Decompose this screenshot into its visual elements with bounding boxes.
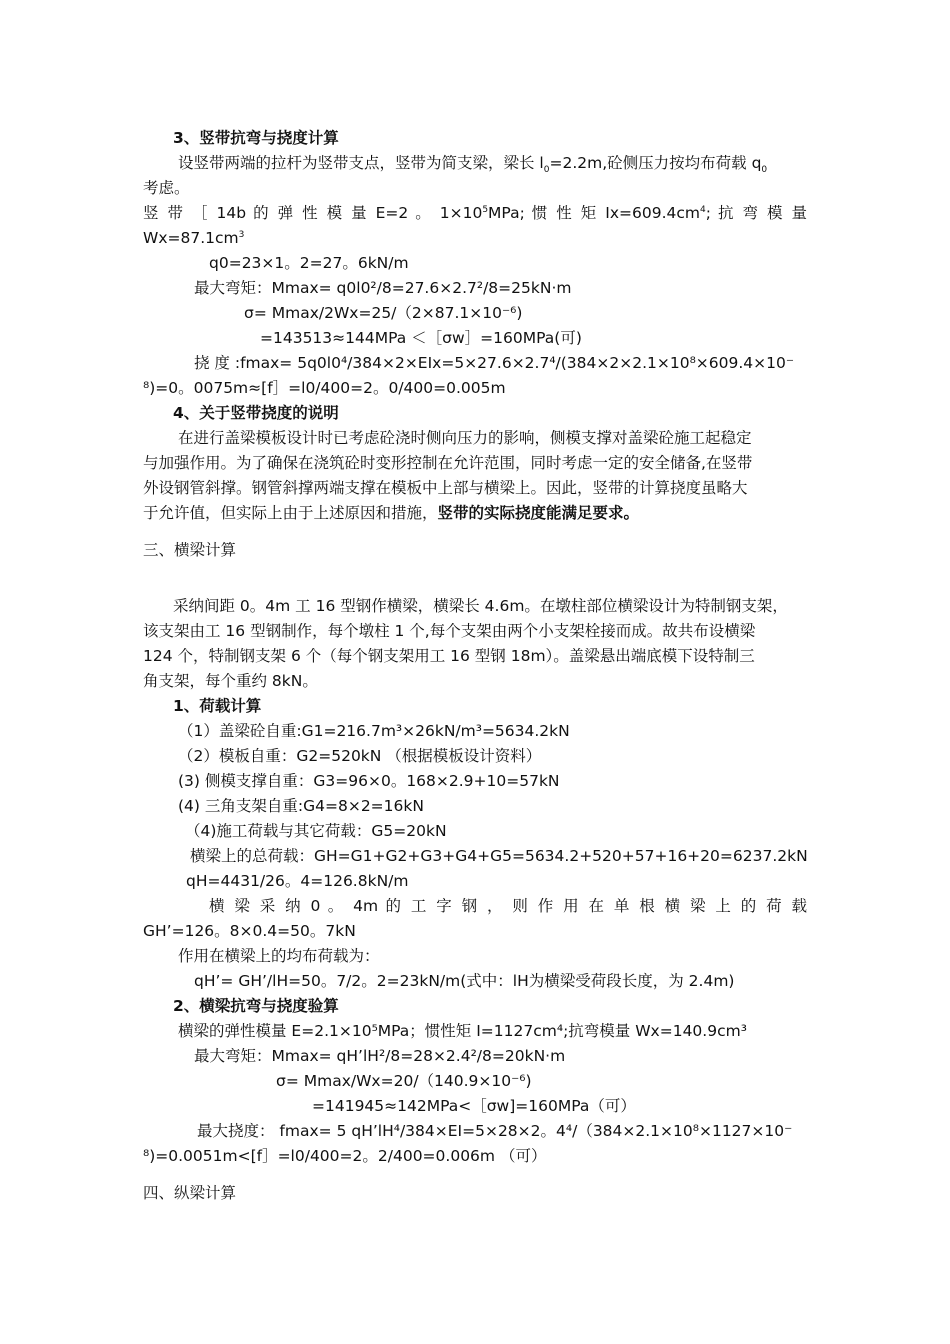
formula-line: GH’=126。8×0.4=50。7kN: [143, 922, 356, 940]
formula-line: qH=4431/26。4=126.8kN/m: [186, 872, 409, 890]
load-item: （1）盖梁砼自重:G1=216.7m³×26kN/m³=5634.2kN: [178, 722, 570, 740]
section-heading-deflection-note: 4、关于竖带挠度的说明: [173, 404, 339, 422]
paragraph-line: 角支架，每个重约 8kN。: [143, 672, 318, 690]
paragraph-line: 采纳间距 0。4m 工 16 型钢作横梁，横梁长 4.6m。在墩柱部位横梁设计为特制钢支架，: [173, 597, 788, 615]
paragraph-line: 外设钢管斜撑。钢管斜撑两端支撑在模板中上部与横梁上。因此，竖带的计算挠度虽略大: [143, 479, 748, 497]
formula-line: 最大弯矩：Mmax= q0l0²/8=27.6×2.7²/8=25kN·m: [194, 279, 572, 297]
formula-line: ⁸)=0.0051m<[f］=l0/400=2。2/400=0.006m （可）: [143, 1147, 547, 1165]
formula-line: =143513≈144MPa ＜［σw］=160MPa(可): [260, 329, 582, 347]
paragraph-line: 作用在横梁上的均布荷载为：: [178, 947, 380, 965]
formula-line: 横梁上的总荷载：GH=G1+G2+G3+G4+G5=5634.2+520+57+16+20=6237.2kN: [190, 847, 808, 865]
chapter-title-longitudinal-beam: 四、纵梁计算: [143, 1184, 237, 1202]
paragraph-line: 横梁的弹性模量 E=2.1×10⁵MPa；惯性矩 I=1127cm⁴;抗弯模量 Wx=140.9cm³: [178, 1022, 747, 1040]
formula-line: qH’= GH’/lH=50。7/2。2=23kN/m(式中：lH为横梁受荷段长度，为 2.4m): [194, 972, 735, 990]
formula-line: 最大弯矩：Mmax= qH’lH²/8=28×2.4²/8=20kN·m: [194, 1047, 566, 1065]
paragraph-line: $Wx=87.1cm^3$: [143, 229, 245, 247]
formula-line: q0=23×1。2=27。6kN/m: [209, 254, 409, 272]
paragraph-line: 设竖带两端的拉杆为竖带支点，竖带为简支梁，梁长 $l_0=2.2m$,砼侧压力按均布荷载 $q_0$: [178, 154, 768, 176]
formula-line: =141945≈142MPa<［σw]=160MPa（可）: [312, 1097, 636, 1115]
section-heading-bending: 2、横梁抗弯与挠度验算: [173, 997, 339, 1015]
paragraph-line: 横 梁 采 纳 0 。 4m 的 工 字 钢 ， 则 作 用 在 单 根 横 梁 上 的 荷 载: [209, 897, 807, 915]
paragraph-line: 考虑。: [143, 179, 190, 197]
section-heading-load: 1、荷载计算: [173, 697, 262, 715]
paragraph-line: 于允许值，但实际上由于上述原因和措施，竖带的实际挠度能满足要求。: [143, 504, 640, 522]
paragraph-line: 在进行盖梁模板设计时已考虑砼浇时侧向压力的影响，侧模支撑对盖梁砼施工起稳定: [178, 429, 752, 447]
load-item: （4)施工荷载与其它荷载：G5=20kN: [185, 822, 447, 840]
formula-line: σ= Mmax/2Wx=25/（2×87.1×10⁻⁶): [244, 304, 523, 322]
formula-line: 挠 度 :fmax= 5q0l0⁴/384×2×EIx=5×27.6×2.7⁴/(384×2×2.1×10⁸×609.4×10⁻: [194, 354, 795, 372]
formula-line: ⁸)=0。0075m≈[f］=l0/400=2。0/400=0.005m: [143, 379, 506, 397]
paragraph-line: 124 个，特制钢支架 6 个（每个钢支架用工 16 型钢 18m）。盖梁悬出端底模下设特制三: [143, 647, 755, 665]
paragraph-line: 竖 带 ［ 14b 的 弹 性 模 量 E=2 。 $1\times 10^5MPa$; 惯 性 矩 $Ix=609.4cm^4$; 抗 弯 模 量: [143, 204, 807, 222]
chapter-title-crossbeam: 三、横梁计算: [143, 541, 237, 559]
load-item: (3) 侧模支撑自重：G3=96×0。168×2.9+10=57kN: [178, 772, 560, 790]
load-item: （2）模板自重：G2=520kN （根据模板设计资料）: [178, 747, 542, 765]
paragraph-line: 该支架由工 16 型钢制作，每个墩柱 1 个,每个支架由两个小支架栓接而成。故共布设横梁: [143, 622, 756, 640]
load-item: (4) 三角支架自重:G4=8×2=16kN: [178, 797, 424, 815]
section-heading-vertical-strip: 3、竖带抗弯与挠度计算: [173, 129, 339, 147]
paragraph-line: 与加强作用。为了确保在浇筑砼时变形控制在允许范围，同时考虑一定的安全储备,在竖带: [143, 454, 753, 472]
formula-line: 最大挠度： fmax= 5 qH’lH⁴/384×EI=5×28×2。4⁴/（384×2.1×10⁸×1127×10⁻: [197, 1122, 793, 1140]
formula-line: σ= Mmax/Wx=20/（140.9×10⁻⁶): [276, 1072, 532, 1090]
